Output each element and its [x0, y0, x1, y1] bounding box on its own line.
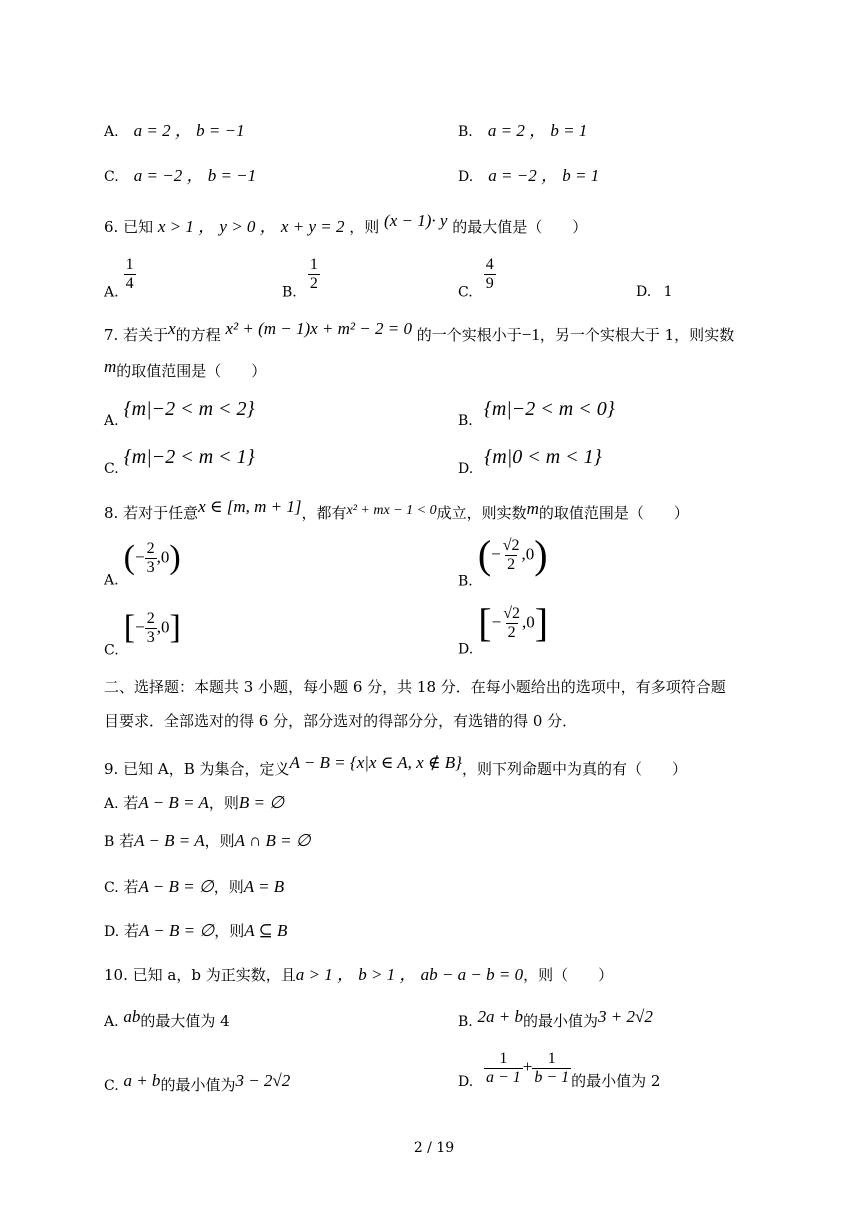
- q10-option-c: C. a + b的最小值为3 − 2√2: [104, 1071, 291, 1094]
- q10-option-b: B. 2a + b的最小值为3 + 2√2: [458, 1007, 653, 1030]
- q5-option-b: [458, 116, 587, 141]
- option-label: D.: [104, 924, 120, 940]
- fraction: $\frac{1}{4}$: [125, 256, 134, 292]
- q9-stem: [104, 753, 687, 779]
- set-expr: {m|−2 < m < 2}: [123, 398, 255, 420]
- question-text: 已知 a，b 为正实数，且: [132, 966, 296, 984]
- option-expr: a = −2 ， b = 1: [488, 166, 600, 185]
- condition-expr: A − B = ∅: [138, 921, 215, 940]
- option-value: 3 − 2√2: [235, 1071, 291, 1090]
- q10-option-d: D. $\frac{1}{a - 1}$ + $\frac{1}{b - 1}$ 的最小值为 2: [458, 1050, 661, 1091]
- question-text: 的取值范围是（ ）: [116, 362, 267, 380]
- option-label: C.: [104, 642, 119, 659]
- option-label: A.: [104, 1014, 119, 1030]
- fraction: $\frac{2}{3}$: [146, 540, 155, 576]
- option-label: D.: [458, 1074, 474, 1091]
- condition-expr: A − B = ∅: [138, 877, 214, 896]
- option-label: D.: [458, 169, 474, 185]
- option-label: A.: [104, 572, 119, 589]
- condition-expr: a > 1 ， b > 1 ， ab − a − b = 0: [295, 965, 524, 984]
- page-number: 2 / 19: [413, 1140, 455, 1156]
- q9-option-a: A. 若A − B = A，则B = ∅: [104, 793, 285, 812]
- question-number: 6.: [104, 218, 119, 236]
- variable: x: [168, 319, 176, 338]
- q9-option-b: B 若A − B = A，则A ∩ B = ∅: [104, 831, 311, 850]
- q10-stem: [104, 960, 613, 985]
- definition-expr: A − B = {x|x ∈ A, x ∉ B}: [289, 753, 462, 772]
- q9-option-d: D. 若A − B = ∅，则A ⊆ B: [104, 921, 288, 940]
- variable: m: [526, 499, 539, 518]
- question-text: ，则（ ）: [523, 966, 614, 984]
- question-text: ，都有: [301, 504, 347, 522]
- option-label: C.: [458, 284, 473, 301]
- question-text: 若关于: [123, 326, 169, 344]
- fraction: $\frac{1}{b - 1}$: [534, 1050, 570, 1086]
- option-expr: a = −2 ， b = −1: [133, 166, 257, 185]
- option-expr: a = 2 ， b = −1: [133, 121, 245, 140]
- option-label: D.: [636, 284, 652, 300]
- question-text: ，则下列命题中为真的有（ ）: [461, 760, 687, 778]
- result-expr: A ∩ B = ∅: [234, 831, 311, 850]
- number: −1: [521, 325, 540, 344]
- option-label: D.: [458, 641, 474, 658]
- option-label: D.: [458, 461, 474, 477]
- q5-option-a: [104, 116, 245, 141]
- section-instructions-line2: 目要求．全部选对的得 6 分，部分选对的得部分分，有选错的得 0 分．: [104, 712, 578, 730]
- fraction: $\frac{2}{3}$: [146, 610, 155, 646]
- q8-stem: [104, 497, 689, 523]
- result-expr: B = ∅: [238, 793, 285, 812]
- question-text: 的一个实根小于: [416, 326, 522, 344]
- question-number: 9.: [104, 760, 119, 778]
- q10-option-a: A. ab的最大值为 4: [104, 1007, 230, 1030]
- question-text: 成立，则实数: [436, 504, 527, 522]
- result-expr: A ⊆ B: [244, 921, 288, 940]
- question-text: 已知 A，B 为集合，定义: [123, 760, 290, 778]
- question-number: 8.: [104, 504, 119, 522]
- inequality: x² + mx − 1 < 0: [346, 503, 437, 518]
- question-text: 已知: [123, 218, 154, 236]
- q5-option-d: [458, 161, 599, 186]
- question-number: 10.: [104, 966, 128, 984]
- variable: m: [104, 357, 117, 376]
- equation: x² + (m − 1)x + m² − 2 = 0: [225, 319, 412, 338]
- set-expr: {m|−2 < m < 0}: [483, 398, 615, 420]
- q6-option-d: [636, 284, 673, 300]
- q6-stem: [104, 212, 587, 237]
- option-label: A.: [104, 413, 119, 429]
- q6-option-c: [458, 256, 496, 301]
- question-text: ，则: [349, 218, 380, 236]
- fraction: $\frac{1}{a - 1}$: [485, 1050, 521, 1086]
- q9-option-c: C. 若A − B = ∅，则A = B: [104, 877, 285, 896]
- q6-option-a: [104, 256, 136, 301]
- option-label: B.: [458, 124, 473, 140]
- question-number: 7.: [104, 326, 119, 344]
- option-expr: ab: [123, 1007, 141, 1026]
- fraction: $\frac{√2}{2}$: [503, 604, 520, 641]
- set-expr: {m|−2 < m < 1}: [123, 446, 255, 468]
- condition-expr: x > 1 ， y > 0 ， x + y = 2: [157, 217, 345, 236]
- domain-expr: x ∈ [m, m + 1]: [198, 497, 302, 516]
- option-label: B.: [458, 1014, 473, 1030]
- fraction: $\frac{√2}{2}$: [502, 536, 520, 573]
- option-expr: a = 2 ， b = 1: [487, 121, 588, 140]
- option-label: A.: [104, 284, 119, 301]
- q7-stem-line2: [104, 357, 267, 381]
- option-value: 3 + 2√2: [598, 1007, 653, 1026]
- option-expr: a + b: [123, 1071, 161, 1090]
- q7-option-b: [458, 398, 615, 429]
- target-expr: (x − 1)· y: [384, 211, 448, 230]
- option-label: C.: [104, 1078, 119, 1094]
- fraction: $\frac{1}{2}$: [309, 256, 318, 292]
- option-label: C.: [104, 169, 119, 185]
- option-label: C.: [104, 461, 119, 477]
- question-text: ，另一个实根大于 1，则实数: [539, 326, 735, 344]
- option-expr: 2a + b: [477, 1007, 524, 1026]
- set-expr: {m|0 < m < 1}: [484, 446, 602, 468]
- question-text: 的最大值是（ ）: [452, 218, 588, 236]
- question-text: 若对于任意: [123, 504, 199, 522]
- option-label: B.: [458, 413, 473, 429]
- q6-option-b: [282, 256, 320, 301]
- fraction: $\frac{4}{9}$: [485, 256, 494, 292]
- q8-option-c: C. [− $\frac{2}{3}$ ,0]: [104, 609, 181, 659]
- q5-option-c: [104, 161, 256, 186]
- question-text: 的取值范围是（ ）: [538, 504, 689, 522]
- option-label: B.: [458, 573, 473, 590]
- q7-option-d: [458, 446, 602, 477]
- q7-option-c: [104, 446, 255, 477]
- condition-expr: A − B = A: [138, 793, 209, 812]
- option-label: C.: [104, 880, 119, 896]
- q7-option-a: [104, 398, 255, 429]
- condition-expr: A − B = A: [134, 831, 205, 850]
- section-instructions-line1: 二、选择题：本题共 3 小题，每小题 6 分，共 18 分．在每小题给出的选项中，有多项符合题: [104, 678, 726, 696]
- q8-option-a: A. (− $\frac{2}{3}$ ,0): [104, 539, 181, 589]
- q7-stem-line1: [104, 319, 735, 345]
- option-label: A.: [104, 124, 119, 140]
- q8-option-d: D. [− $\frac{√2}{2}$ ,0]: [458, 600, 549, 658]
- option-label: B: [104, 834, 115, 850]
- question-text: 的方程: [175, 326, 221, 344]
- option-value: 1: [663, 284, 673, 300]
- q8-option-b: B. (− $\frac{√2}{2}$ ,0): [458, 532, 548, 590]
- result-expr: A = B: [243, 877, 285, 896]
- option-label: A.: [104, 796, 119, 812]
- option-label: B.: [282, 284, 297, 301]
